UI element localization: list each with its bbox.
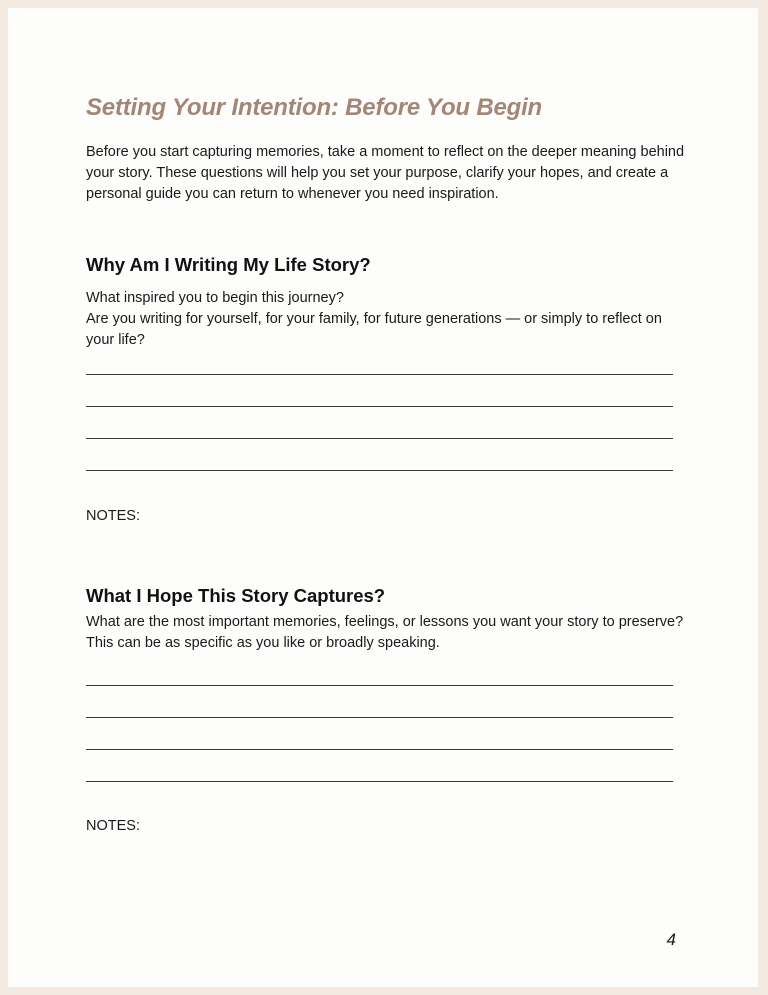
page-title: Setting Your Intention: Before You Begin: [86, 94, 543, 121]
writing-line[interactable]: [86, 438, 673, 439]
section-heading-why-writing: Why Am I Writing My Life Story?: [86, 254, 371, 275]
prompt-line-2: Are you writing for yourself, for your family, for future generations — or simply to reflect on your life?: [86, 311, 662, 348]
notes-label: NOTES:: [86, 818, 140, 834]
writing-line[interactable]: [86, 781, 673, 782]
section-heading-hope-captures: What I Hope This Story Captures?: [86, 585, 386, 606]
notes-label: NOTES:: [86, 508, 140, 524]
worksheet-page: [8, 8, 758, 987]
writing-line[interactable]: [86, 406, 673, 407]
writing-line[interactable]: [86, 374, 673, 375]
section-prompt-why-writing: [86, 288, 686, 351]
writing-line[interactable]: [86, 717, 673, 718]
section-prompt-hope-captures: What are the most important memories, feelings, or lessons you want your story to preserve? This can be as specific as you like or broadly speaking.: [86, 614, 684, 651]
page-number: 4: [666, 930, 676, 949]
writing-line[interactable]: [86, 685, 673, 686]
writing-line[interactable]: [86, 470, 673, 471]
writing-line[interactable]: [86, 749, 673, 750]
intro-paragraph: Before you start capturing memories, take a moment to reflect on the deeper meaning behind your story. These questions will help you set your purpose, clarify your hopes, and create a personal guide you can return to whenever you need inspiration.: [86, 144, 685, 202]
prompt-line-1: What inspired you to begin this journey?: [86, 290, 344, 306]
